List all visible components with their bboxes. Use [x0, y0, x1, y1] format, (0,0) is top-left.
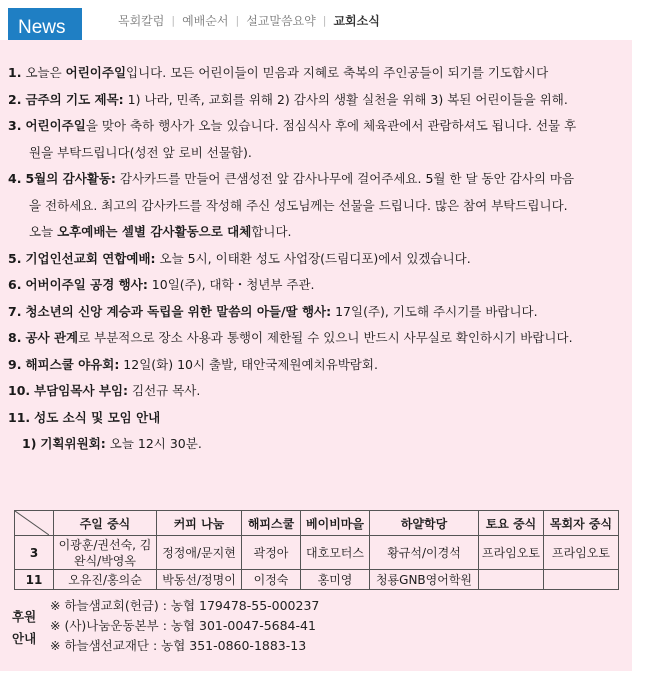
news-item-2: [8, 87, 626, 114]
column-header: 토요 중식: [479, 511, 544, 536]
item-title: 어버이주일 공경 행사:: [25, 277, 148, 292]
item-title: 공사 관계: [25, 330, 79, 345]
news-item-4: [8, 166, 626, 246]
item-number: 4.: [8, 171, 22, 186]
item-text: 입니다. 모든 어린이들이 믿음과 지혜로 축복의 주인공들이 되기를 기도합시다: [126, 65, 549, 80]
service-schedule-table: [14, 510, 619, 590]
nav-item-church-news[interactable]: 교회소식: [333, 14, 380, 28]
item-number: 5.: [8, 250, 22, 266]
item-title: 부담임목사 부임:: [34, 383, 129, 398]
item-number: 9.: [8, 356, 22, 372]
item-text: 합니다.: [251, 224, 292, 239]
account-line: ※ (사)나눔운동본부 : 농협 301-0047-5684-41: [50, 618, 316, 633]
item-title: 기획위원회:: [40, 436, 106, 451]
item-title: 금주의 기도 제목:: [25, 91, 124, 107]
column-header: 베이비마을: [301, 511, 370, 536]
table-cell: 홍미영: [301, 570, 370, 590]
account-line: ※ 하늘샘교회(헌금) : 농협 179478-55-000237: [50, 598, 320, 613]
table-cell: 오유진/홍의순: [54, 570, 157, 590]
donation-accounts: [50, 596, 370, 656]
news-item-9: [8, 352, 626, 379]
table-cell: 청룡GNB영어학원: [370, 570, 479, 590]
item-number: 8.: [8, 330, 22, 345]
item-number: 6.: [8, 277, 22, 292]
donation-label-line: 안내: [12, 631, 37, 646]
row-day: 11: [15, 570, 54, 590]
table-row: [15, 536, 619, 570]
table-cell: 박동선/정명이: [157, 570, 242, 590]
news-item-3: [8, 113, 626, 166]
item-number: 7.: [8, 303, 22, 319]
item-highlight: 어린이주일: [65, 65, 127, 80]
column-header: 주일 중식: [54, 511, 157, 536]
news-subitem-1: [8, 431, 626, 458]
news-item-6: [8, 272, 626, 299]
table-header-row: [15, 511, 619, 536]
item-title: 청소년의 신앙 계승과 독립을 위한 말씀의 아들/딸 행사:: [25, 303, 332, 319]
item-text: 을 맞아 축하 행사가 오늘 있습니다. 점심식사 후에 체육관에서 관람하셔도 됩니다. 선물 후: [85, 118, 577, 133]
column-header: 커피 나눔: [157, 511, 242, 536]
item-text: 10일(주), 대학・청년부 주관.: [147, 277, 315, 292]
table-cell: 정정애/문지현: [157, 536, 242, 570]
item-note: [8, 219, 626, 246]
column-header: 하얄학당: [370, 511, 479, 536]
table-row: [15, 570, 619, 590]
account-line: ※ 하늘샘선교재단 : 농협 351-0860-1883-13: [50, 638, 307, 653]
item-title: 해피스쿨 야유회:: [25, 356, 120, 372]
news-item-5: [8, 246, 626, 273]
item-highlight: 오후예배는 셀별 감사활동으로 대체: [57, 224, 252, 239]
item-text: 오늘 5시, 이태환 성도 사업장(드림디포)에서 있겠습니다.: [155, 250, 471, 266]
table-corner-cell: [15, 511, 54, 536]
item-number: 3.: [8, 118, 22, 133]
item-text: 17일(주), 기도해 주시기를 바랍니다.: [331, 303, 538, 319]
column-header: 목회자 중식: [544, 511, 619, 536]
diagonal-line-icon: [15, 511, 49, 535]
nav-separator: |: [322, 14, 327, 27]
table-cell: [544, 570, 619, 590]
item-text: 로 부분적으로 장소 사용과 통행이 제한될 수 있으니 반드시 사무실로 확인하시기 바랍니다.: [78, 330, 573, 345]
item-text: 오늘: [29, 224, 58, 239]
item-text: 오늘 12시 30분.: [105, 436, 202, 451]
item-number: 11.: [8, 409, 31, 425]
church-news-panel: [0, 40, 632, 671]
donation-label-line: 후원: [12, 609, 37, 624]
item-text: 김선규 목사.: [128, 383, 201, 398]
sub-navigation: [118, 12, 380, 29]
news-list: [8, 60, 626, 458]
nav-item-sermon-summary[interactable]: 설교말씀요약: [246, 14, 316, 28]
donation-label: [12, 606, 42, 650]
news-item-11: [8, 405, 626, 432]
nav-item-pastor-column[interactable]: 목회칼럼: [118, 14, 165, 28]
item-number: 1): [22, 436, 37, 451]
nav-separator: |: [171, 14, 176, 27]
item-text: 을 전하세요. 최고의 감사카드를 작성해 주신 성도님께는 선물을 드립니다. 많은 참여 부탁드립니다.: [29, 197, 568, 213]
table-cell: [479, 570, 544, 590]
news-tab-label: News: [18, 17, 66, 38]
table-cell: 황규석/이경석: [370, 536, 479, 570]
row-day: 3: [15, 536, 54, 570]
table-cell: 이정숙: [242, 570, 301, 590]
item-text: 1) 나라, 민족, 교회를 위해 2) 감사의 생활 실천을 위해 3) 복된 어린이들을 위해.: [123, 91, 568, 107]
nav-item-worship-order[interactable]: 예배순서: [182, 14, 229, 28]
news-item-7: [8, 299, 626, 326]
table-cell: 프라임오토: [479, 536, 544, 570]
column-header: 해피스쿨: [242, 511, 301, 536]
news-item-10: [8, 378, 626, 405]
item-number: 1.: [8, 65, 22, 80]
table-cell: 이광훈/권선숙, 김완식/박영옥: [54, 536, 157, 570]
item-title: 5월의 감사활동:: [25, 171, 116, 186]
item-text: 원을 부탁드립니다(성전 앞 로비 선물함).: [29, 144, 252, 160]
news-item-8: [8, 325, 626, 352]
news-item-1: [8, 60, 626, 87]
item-text: 감사카드를 만들어 큰샘성전 앞 감사나무에 걸어주세요. 5월 한 달 동안 감사의 마음: [115, 171, 575, 186]
item-number: 10.: [8, 383, 31, 398]
item-number: 2.: [8, 91, 22, 107]
nav-separator: |: [235, 14, 240, 27]
item-text: 오늘은: [25, 65, 66, 80]
item-title: 성도 소식 및 모임 안내: [34, 409, 161, 425]
item-text: 12일(화) 10시 출발, 태안국제원예치유박람회.: [119, 356, 378, 372]
table-cell: 대호모터스: [301, 536, 370, 570]
table-cell: 곽정아: [242, 536, 301, 570]
table-cell: 프라임오토: [544, 536, 619, 570]
item-title: 기업인선교회 연합예배:: [25, 250, 156, 266]
item-title: 어린이주일: [25, 118, 86, 133]
